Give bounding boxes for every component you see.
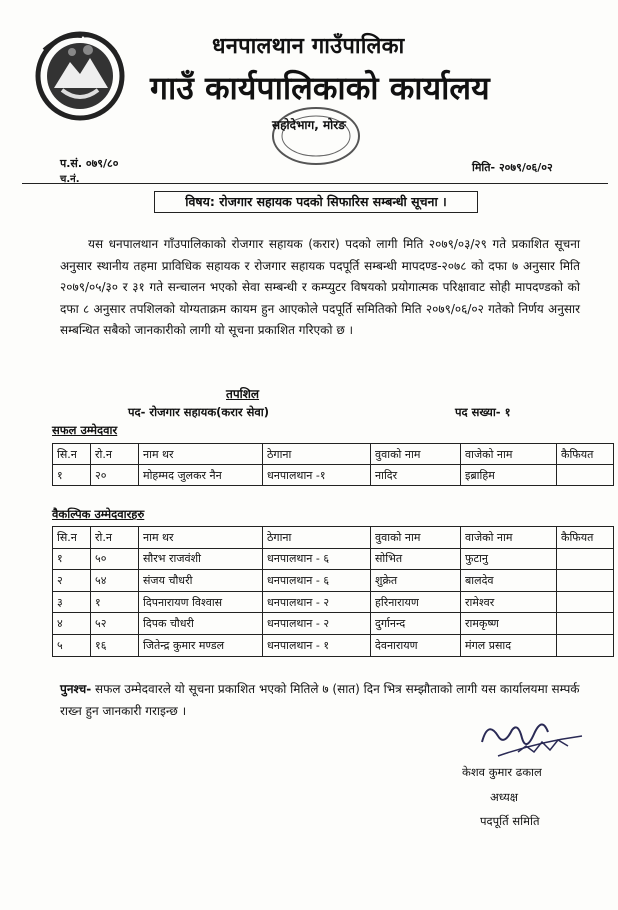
cell-roll: ५४ xyxy=(91,570,139,592)
header-divider xyxy=(22,183,608,184)
cell-address: धनपालथान - २ xyxy=(263,613,371,635)
table-row xyxy=(53,634,614,656)
office-address: सहोदेभाग, मोरङ xyxy=(272,118,346,132)
col-remarks: कैफियत xyxy=(557,527,614,549)
cell-grandfather: बालदेव xyxy=(461,570,557,592)
cell-roll: १६ xyxy=(91,634,139,656)
table-row xyxy=(53,591,614,613)
cell-name: दिपनारायण विश्वास xyxy=(139,591,263,613)
table-header-row xyxy=(53,527,614,549)
cell-father: देवनारायण xyxy=(371,634,461,656)
table-header-row xyxy=(53,444,614,465)
cell-roll: २० xyxy=(91,465,139,486)
col-address: ठेगाना xyxy=(263,527,371,549)
cell-address: धनपालथान - २ xyxy=(263,591,371,613)
cell-remarks xyxy=(557,570,614,592)
cell-sn: १ xyxy=(53,548,91,570)
col-grandfather: वाजेको नाम xyxy=(461,527,557,549)
cell-roll: ५२ xyxy=(91,613,139,635)
col-address: ठेगाना xyxy=(263,444,371,465)
cell-father: हरिनारायण xyxy=(371,591,461,613)
cell-father: सोभित xyxy=(371,548,461,570)
col-father: वुवाको नाम xyxy=(371,527,461,549)
cell-address: धनपालथान - ६ xyxy=(263,570,371,592)
post-count: पद सख्या- १ xyxy=(455,405,511,419)
cell-sn: ५ xyxy=(53,634,91,656)
cell-father: नादिर xyxy=(371,465,461,486)
col-name: नाम थर xyxy=(139,527,263,549)
cell-name: मोहम्मद जुलकर नैन xyxy=(139,465,263,486)
cell-address: धनपालथान - १ xyxy=(263,634,371,656)
table-row xyxy=(53,570,614,592)
col-father: वुवाको नाम xyxy=(371,444,461,465)
signer-name: केशव कुमार ढकाल xyxy=(462,765,542,779)
committee-name: पदपूर्ति समिति xyxy=(480,814,540,828)
cell-remarks xyxy=(557,634,614,656)
office-title: गाउँ कार्यपालिकाको कार्यालय xyxy=(150,69,490,107)
cell-name: दिपक चौधरी xyxy=(139,613,263,635)
cell-sn: १ xyxy=(53,465,91,486)
successful-candidates-table xyxy=(52,443,614,486)
details-heading: तपशिल xyxy=(226,387,260,401)
office-stamp xyxy=(270,104,362,168)
table-row xyxy=(53,613,614,635)
cell-remarks xyxy=(557,613,614,635)
col-remarks: कैफियत xyxy=(557,444,614,465)
office-name: धनपालथान गाउँपालिका xyxy=(212,34,405,59)
cell-father: शुक्रेत xyxy=(371,570,461,592)
cell-sn: २ xyxy=(53,570,91,592)
signer-title: अध्यक्ष xyxy=(490,790,519,804)
subject-underline xyxy=(300,212,476,213)
cell-name: जितेन्द्र कुमार मण्डल xyxy=(139,634,263,656)
alternate-candidates-heading: वैकल्पिक उम्मेदवारहरु xyxy=(52,507,145,521)
cell-roll: १ xyxy=(91,591,139,613)
handwritten-signature xyxy=(478,712,588,768)
table-row xyxy=(53,465,614,486)
document-date: मिति- २०७९/०६/०२ xyxy=(472,161,553,174)
cell-sn: ४ xyxy=(53,613,91,635)
successful-candidates-heading: सफल उम्मेदवार xyxy=(52,423,118,437)
notice-body: यस धनपालथान गाँउपालिकाको रोजगार सहायक (करार) पदको लागी मिति २०७९/०३/२९ गते प्रकाशित सूचना अनुसार स्थानीय तहमा प्राविधिक सहायक र रोजगार सहायक पदपूर्ति सम्बन्धी मापदण्ड-२०७८ को दफा ७ अनुसार मिति २०७९/०५/३० र ३१ गते सन्चालन भएको सेवा सम्बन्धी र कम्प्युटर विषयको प्रयोगात्मक परिक्षावाट सोही मापदण्डको को दफा ८ अनुसार तपशिलको योग्यताक्रम कायम हुन आएकोले पदपूर्ति समितिको मिति २०७९/०६/०२ गतेको निर्णय अनुसार सम्बन्धित सबैको जानकारीको लागी यो सूचना प्रकाशित गरिएको छ । xyxy=(60,237,580,337)
cell-roll: ५० xyxy=(91,548,139,570)
col-roll: रो.न xyxy=(91,444,139,465)
cell-grandfather: रामेश्वर xyxy=(461,591,557,613)
cell-address: धनपालथान - ६ xyxy=(263,548,371,570)
reference-number: प.सं. ०७९/८० xyxy=(60,157,119,170)
cell-name: संजय चौधरी xyxy=(139,570,263,592)
col-sn: सि.न xyxy=(53,444,91,465)
cell-remarks xyxy=(557,591,614,613)
cell-sn: ३ xyxy=(53,591,91,613)
col-name: नाम थर xyxy=(139,444,263,465)
cell-remarks xyxy=(557,548,614,570)
dispatch-number: च.नं. xyxy=(60,174,80,185)
cell-address: धनपालथान -१ xyxy=(263,465,371,486)
nepal-emblem-logo xyxy=(32,30,128,122)
postscript-label: पुनश्च- xyxy=(60,682,92,696)
postscript-text: सफल उम्मेदवारले यो सूचना प्रकाशित भएको मितिले ७ (सात) दिन भित्र सम्झौताको लागी यस कार्यालयमा सम्पर्क राख्न हुन जानकारी गराइन्छ । xyxy=(60,682,580,718)
table-row xyxy=(53,548,614,570)
cell-grandfather: इब्राहिम xyxy=(461,465,557,486)
col-grandfather: वाजेको नाम xyxy=(461,444,557,465)
col-sn: सि.न xyxy=(53,527,91,549)
alternate-candidates-table xyxy=(52,526,614,657)
cell-name: सौरभ राजवंशी xyxy=(139,548,263,570)
cell-grandfather: रामकृष्ण xyxy=(461,613,557,635)
post-label: पद- रोजगार सहायक(करार सेवा) xyxy=(128,405,270,419)
subject-box: विषय: रोजगार सहायक पदको सिफारिस सम्बन्धी सूचना । xyxy=(154,191,478,213)
cell-grandfather: मंगल प्रसाद xyxy=(461,634,557,656)
cell-grandfather: फुटानु xyxy=(461,548,557,570)
cell-remarks xyxy=(557,465,614,486)
col-roll: रो.न xyxy=(91,527,139,549)
cell-father: दुर्गानन्द xyxy=(371,613,461,635)
